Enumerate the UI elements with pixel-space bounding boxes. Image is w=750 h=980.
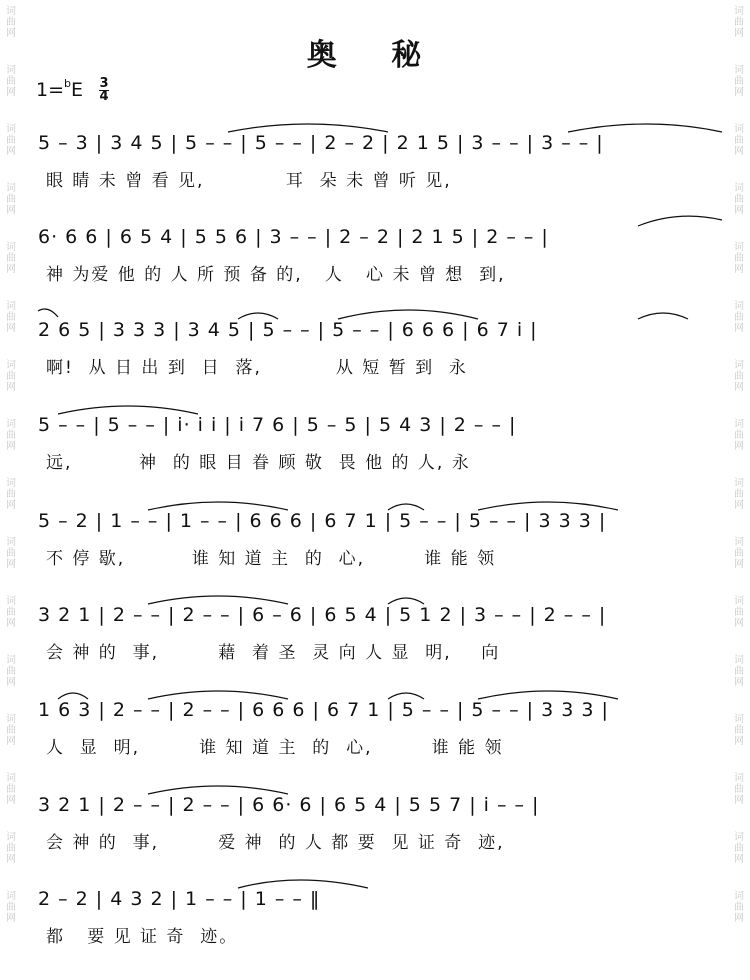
notation-line: 6· 6 6 | 6 5 4 | 5 5 6 | 3 – – | 2 – 2 | 2 1 5 | 2 – – | xyxy=(38,226,549,248)
lyric-line: 会 神 的 事, 藉 着 圣 灵 向 人 显 明, 向 xyxy=(46,643,501,663)
time-signature xyxy=(99,78,109,103)
watermark-text: 词曲网 xyxy=(6,419,16,452)
notation-line: 2 – 2 | 4 3 2 | 1 – – | 1 – – ‖ xyxy=(38,888,321,910)
watermark-text: 词曲网 xyxy=(734,183,744,216)
watermark-text: 词曲网 xyxy=(734,301,744,334)
notation-line: 1 6 3 | 2 – – | 2 – – | 6 6 6 | 6 7 1 | 5 – – | 5 – – | 3 3 3 | xyxy=(38,699,609,721)
score-row-1 xyxy=(38,128,722,208)
watermark-text: 词曲网 xyxy=(6,124,16,157)
watermark-text: 词曲网 xyxy=(734,419,744,452)
lyric-line: 远, 神 的 眼 目 眷 顾 敬 畏 他 的 人, 永 xyxy=(46,453,471,473)
watermark-right xyxy=(728,0,750,980)
watermark-text: 词曲网 xyxy=(6,301,16,334)
watermark-text: 词曲网 xyxy=(6,537,16,570)
key-signature xyxy=(36,78,109,112)
meter-bottom: 4 xyxy=(99,89,109,104)
watermark-text: 词曲网 xyxy=(6,65,16,98)
watermark-text: 词曲网 xyxy=(734,773,744,806)
notation-line: 3 2 1 | 2 – – | 2 – – | 6 6· 6 | 6 5 4 | 5 5 7 | i – – | xyxy=(38,794,540,816)
watermark-left xyxy=(0,0,22,980)
watermark-text: 词曲网 xyxy=(6,6,16,39)
watermark-text: 词曲网 xyxy=(734,242,744,275)
flat-sign: b xyxy=(64,77,71,90)
watermark-text: 词曲网 xyxy=(734,596,744,629)
lyric-line: 眼 睛 未 曾 看 见, 耳 朵 未 曾 听 见, xyxy=(46,171,452,191)
watermark-text: 词曲网 xyxy=(6,714,16,747)
notation-line: 2 6 5 | 3 3 3 | 3 4 5 | 5 – – | 5 – – | 6 6 6 | 6 7 i | xyxy=(38,319,538,341)
watermark-text: 词曲网 xyxy=(6,655,16,688)
notation-line: 5 – – | 5 – – | i· i i | i 7 6 | 5 – 5 | 5 4 3 | 2 – – | xyxy=(38,414,517,436)
song-title: 奥 秘 xyxy=(306,38,444,73)
score-row-2 xyxy=(38,222,722,302)
key-note: E xyxy=(71,79,84,101)
lyric-line: 人 显 明, 谁 知 道 主 的 心, 谁 能 领 xyxy=(46,738,504,758)
watermark-text: 词曲网 xyxy=(734,6,744,39)
watermark-text: 词曲网 xyxy=(6,891,16,924)
watermark-text: 词曲网 xyxy=(6,773,16,806)
notation-line: 5 – 3 | 3 4 5 | 5 – – | 5 – – | 2 – 2 | 2 1 5 | 3 – – | 3 – – | xyxy=(38,132,604,154)
watermark-text: 词曲网 xyxy=(6,183,16,216)
watermark-text: 词曲网 xyxy=(734,478,744,511)
lyric-line: 神 为爱 他 的 人 所 预 备 的, 人 心 未 曾 想 到, xyxy=(46,265,506,285)
meter-top: 3 xyxy=(99,76,109,91)
lyric-line: 会 神 的 事, 爱 神 的 人 都 要 见 证 奇 迹, xyxy=(46,833,505,853)
notation-line: 3 2 1 | 2 – – | 2 – – | 6 – 6 | 6 5 4 | 5 1 2 | 3 – – | 2 – – | xyxy=(38,604,607,626)
score-row-9 xyxy=(38,884,722,964)
score-row-6 xyxy=(38,600,722,680)
watermark-text: 词曲网 xyxy=(734,714,744,747)
watermark-text: 词曲网 xyxy=(6,242,16,275)
lyric-line: 啊! 从 日 出 到 日 落, 从 短 暂 到 永 xyxy=(46,358,468,378)
watermark-text: 词曲网 xyxy=(734,655,744,688)
watermark-text: 词曲网 xyxy=(734,65,744,98)
notation-line: 5 – 2 | 1 – – | 1 – – | 6 6 6 | 6 7 1 | 5 – – | 5 – – | 3 3 3 | xyxy=(38,510,607,532)
key-prefix: 1= xyxy=(36,79,65,101)
score-row-3 xyxy=(38,315,722,395)
lyric-line: 不 停 歇, 谁 知 道 主 的 心, 谁 能 领 xyxy=(46,549,497,569)
lyric-line: 都 要 见 证 奇 迹。 xyxy=(46,927,239,947)
watermark-text: 词曲网 xyxy=(734,891,744,924)
watermark-text: 词曲网 xyxy=(6,596,16,629)
score-row-8 xyxy=(38,790,722,870)
watermark-text: 词曲网 xyxy=(6,832,16,865)
watermark-text: 词曲网 xyxy=(6,360,16,393)
watermark-text: 词曲网 xyxy=(734,124,744,157)
score-row-7 xyxy=(38,695,722,775)
score-row-5 xyxy=(38,506,722,586)
watermark-text: 词曲网 xyxy=(734,360,744,393)
score-row-4 xyxy=(38,410,722,490)
watermark-text: 词曲网 xyxy=(734,832,744,865)
watermark-text: 词曲网 xyxy=(734,537,744,570)
watermark-text: 词曲网 xyxy=(6,478,16,511)
